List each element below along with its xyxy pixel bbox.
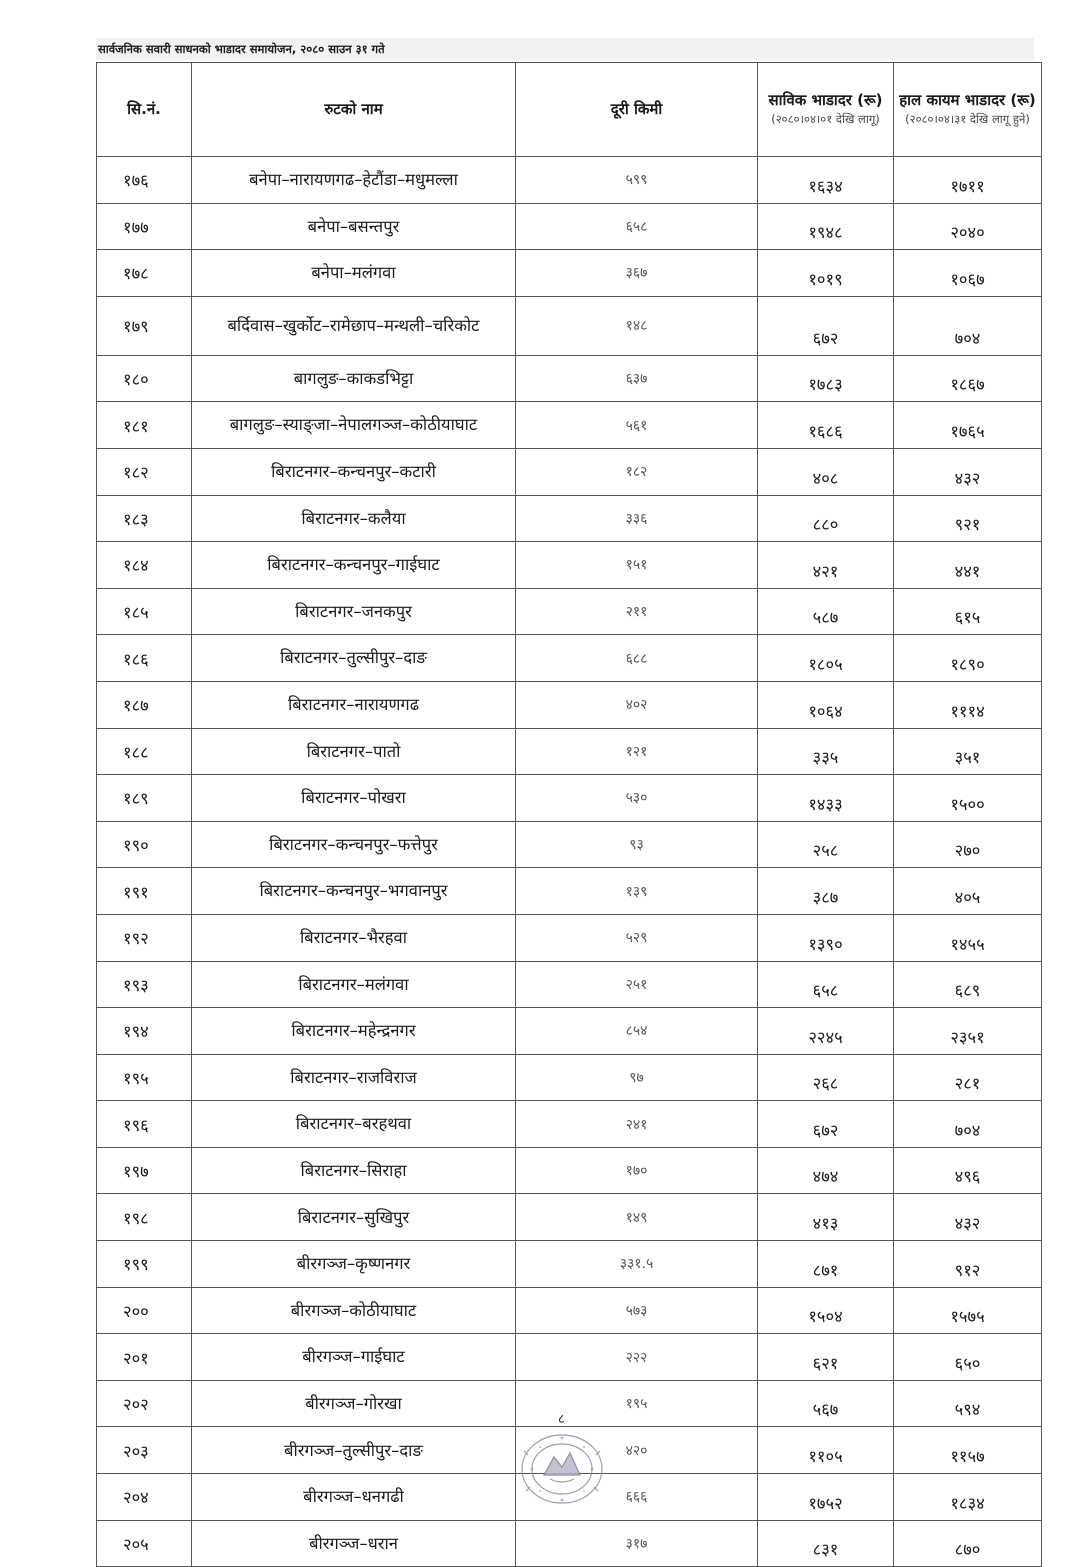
table-body [97,157,1042,1567]
cell-old-rate: ३८७ [758,868,894,915]
cell-old-rate: २६८ [758,1054,894,1101]
cell-old-rate: ६२१ [758,1334,894,1381]
table-row [97,775,1042,822]
cell-old-rate: १८०५ [758,635,894,682]
cell-route-name: बिराटनगर–तुल्सीपुर–दाङ [192,635,516,682]
cell-sn: १७९ [97,296,192,355]
table-row [97,1241,1042,1288]
cell-sn: १९३ [97,961,192,1008]
column-header-old-rate-note: (२०८०।०४।०१ देखि लागू) [771,112,880,127]
cell-new-rate: १७११ [894,157,1042,204]
cell-route-name: बिराटनगर–भैरहवा [192,914,516,961]
cell-route-name: बनेपा–मलंगवा [192,250,516,297]
cell-new-rate: १८३४ [894,1474,1042,1521]
cell-route-name: बिराटनगर–पोखरा [192,775,516,822]
cell-route-name: बीरगञ्ज–गोरखा [192,1380,516,1427]
cell-new-rate: ६८९ [894,961,1042,1008]
cell-distance: १४९ [516,1194,758,1241]
cell-new-rate: १४५५ [894,914,1042,961]
cell-route-name: बागलुङ–स्याङ्जा–नेपालगञ्ज–कोठीयाघाट [192,402,516,449]
cell-sn: १७८ [97,250,192,297]
cell-distance: ५९९ [516,157,758,204]
cell-route-name: बिराटनगर–कन्चनपुर–भगवानपुर [192,868,516,915]
cell-route-name: बिराटनगर–सिराहा [192,1147,516,1194]
cell-old-rate: ८७१ [758,1241,894,1288]
cell-new-rate: १०६७ [894,250,1042,297]
cell-distance: ५२९ [516,914,758,961]
cell-distance: ६३७ [516,355,758,402]
cell-old-rate: १७८३ [758,355,894,402]
fare-table [96,62,1042,1567]
table-row [97,542,1042,589]
cell-sn: १८४ [97,542,192,589]
cell-old-rate: ८३१ [758,1520,894,1567]
cell-sn: १९६ [97,1101,192,1148]
cell-route-name: बिराटनगर–कन्चनपुर–कटारी [192,448,516,495]
cell-old-rate: १६३४ [758,157,894,204]
cell-old-rate: ६५८ [758,961,894,1008]
column-header-new-rate [894,63,1042,157]
cell-new-rate: ९२१ [894,495,1042,542]
cell-route-name: बिराटनगर–कन्चनपुर–गाईघाट [192,542,516,589]
cell-route-name: बिराटनगर–पातो [192,728,516,775]
cell-route-name: बिराटनगर–राजविराज [192,1054,516,1101]
cell-old-rate: ८८० [758,495,894,542]
table-row [97,1147,1042,1194]
cell-new-rate: ७०४ [894,296,1042,355]
cell-distance: ६६६ [516,1474,758,1521]
table-row [97,1101,1042,1148]
cell-distance: १२१ [516,728,758,775]
cell-distance: ९७ [516,1054,758,1101]
cell-old-rate: ४७४ [758,1147,894,1194]
cell-route-name: बीरगञ्ज–कृष्णनगर [192,1241,516,1288]
cell-distance: २२२ [516,1334,758,1381]
cell-sn: २०३ [97,1427,192,1474]
table-row [97,961,1042,1008]
cell-sn: २०२ [97,1380,192,1427]
cell-old-rate: ५८७ [758,588,894,635]
table-row [97,296,1042,355]
cell-route-name: बीरगञ्ज–गाईघाट [192,1334,516,1381]
cell-sn: २०५ [97,1520,192,1567]
cell-distance: ६५८ [516,203,758,250]
cell-route-name: बीरगञ्ज–धरान [192,1520,516,1567]
cell-old-rate: ३३५ [758,728,894,775]
table-row [97,402,1042,449]
table-row [97,681,1042,728]
cell-old-rate: ६७२ [758,1101,894,1148]
table-row [97,635,1042,682]
cell-sn: १७७ [97,203,192,250]
cell-sn: १८५ [97,588,192,635]
cell-distance: १३९ [516,868,758,915]
cell-sn: १९७ [97,1147,192,1194]
cell-distance: २११ [516,588,758,635]
cell-old-rate: १०६४ [758,681,894,728]
table-row [97,914,1042,961]
table-row [97,1287,1042,1334]
column-header-new-rate-note: (२०८०।०४।३१ देखि लागू हुने) [905,112,1030,127]
cell-new-rate: ४४१ [894,542,1042,589]
cell-distance: २५१ [516,961,758,1008]
table-row [97,728,1042,775]
table-row [97,250,1042,297]
column-header-old-rate [758,63,894,157]
cell-sn: १८८ [97,728,192,775]
table-row [97,588,1042,635]
table-row [97,1194,1042,1241]
cell-new-rate: ३५१ [894,728,1042,775]
cell-distance: ४०२ [516,681,758,728]
cell-distance: १५१ [516,542,758,589]
cell-route-name: बीरगञ्ज–तुल्सीपुर–दाङ [192,1427,516,1474]
cell-sn: १९४ [97,1008,192,1055]
cell-new-rate: ६१५ [894,588,1042,635]
cell-route-name: बिराटनगर–महेन्द्रनगर [192,1008,516,1055]
official-seal-icon [510,1425,614,1509]
table-row [97,1380,1042,1427]
cell-new-rate: १८६७ [894,355,1042,402]
cell-route-name: बिराटनगर–कलैया [192,495,516,542]
table-header-row [97,63,1042,157]
cell-new-rate: २८१ [894,1054,1042,1101]
cell-new-rate: ११५७ [894,1427,1042,1474]
cell-new-rate: १११४ [894,681,1042,728]
cell-old-rate: १९४८ [758,203,894,250]
cell-new-rate: ७०४ [894,1101,1042,1148]
cell-sn: २०१ [97,1334,192,1381]
cell-sn: २०४ [97,1474,192,1521]
cell-sn: १८२ [97,448,192,495]
cell-route-name: बर्दिवास–खुर्कोट–रामेछाप–मन्थली–चरिकोट [192,296,516,355]
cell-old-rate: १४३३ [758,775,894,822]
cell-distance: ६८८ [516,635,758,682]
cell-sn: १९९ [97,1241,192,1288]
cell-distance: ३६७ [516,250,758,297]
cell-old-rate: १५०४ [758,1287,894,1334]
cell-distance: ५७३ [516,1287,758,1334]
table-row [97,1054,1042,1101]
cell-new-rate: १५०० [894,775,1042,822]
cell-distance: ८५४ [516,1008,758,1055]
cell-sn: १९१ [97,868,192,915]
cell-route-name: बिराटनगर–नारायणगढ [192,681,516,728]
cell-new-rate: ४३२ [894,1194,1042,1241]
page-title: सार्वजनिक सवारी साधनको भाडादर समायोजन, २०८० साउन ३१ गते [96,38,1034,60]
cell-distance: ५३० [516,775,758,822]
table-row [97,495,1042,542]
cell-new-rate: ४३२ [894,448,1042,495]
cell-distance: १९५ [516,1380,758,1427]
cell-route-name: बिराटनगर–मलंगवा [192,961,516,1008]
table-row [97,1334,1042,1381]
cell-distance: ३३१.५ [516,1241,758,1288]
cell-old-rate: ४०८ [758,448,894,495]
cell-old-rate: २५८ [758,821,894,868]
column-header-distance: दूरी किमी [516,63,758,157]
cell-route-name: बिराटनगर–बरहथवा [192,1101,516,1148]
cell-distance: १८२ [516,448,758,495]
cell-sn: १८० [97,355,192,402]
cell-old-rate: २२४५ [758,1008,894,1055]
cell-sn: १८१ [97,402,192,449]
column-header-old-rate-label: साविक भाडादर (रू) [768,90,883,109]
cell-route-name: बिराटनगर–जनकपुर [192,588,516,635]
cell-route-name: बनेपा–बसन्तपुर [192,203,516,250]
cell-new-rate: ४९६ [894,1147,1042,1194]
table-row [97,1520,1042,1567]
cell-sn: २०० [97,1287,192,1334]
cell-old-rate: ६७२ [758,296,894,355]
cell-new-rate: १५७५ [894,1287,1042,1334]
cell-distance: २४१ [516,1101,758,1148]
cell-route-name: बीरगञ्ज–कोठीयाघाट [192,1287,516,1334]
cell-sn: १९५ [97,1054,192,1101]
cell-sn: १८६ [97,635,192,682]
cell-sn: १९२ [97,914,192,961]
cell-route-name: बीरगञ्ज–धनगढी [192,1474,516,1521]
cell-sn: १९० [97,821,192,868]
cell-distance: ३१७ [516,1520,758,1567]
cell-old-rate: १७५२ [758,1474,894,1521]
table-row [97,821,1042,868]
column-header-route: रुटको नाम [192,63,516,157]
cell-sn: १८७ [97,681,192,728]
cell-new-rate: ४०५ [894,868,1042,915]
cell-route-name: बिराटनगर–सुखिपुर [192,1194,516,1241]
cell-distance: ९३ [516,821,758,868]
table-row [97,355,1042,402]
cell-new-rate: २३५१ [894,1008,1042,1055]
cell-old-rate: ४१३ [758,1194,894,1241]
cell-old-rate: १०१९ [758,250,894,297]
cell-old-rate: ५६७ [758,1380,894,1427]
cell-old-rate: १६८६ [758,402,894,449]
table-row [97,1008,1042,1055]
cell-new-rate: १८९० [894,635,1042,682]
column-header-sn: सि.नं. [97,63,192,157]
cell-old-rate: ४२१ [758,542,894,589]
cell-route-name: बागलुङ–काकडभिट्टा [192,355,516,402]
cell-route-name: बनेपा–नारायणगढ–हेटौंडा–मधुमल्ला [192,157,516,204]
table-row [97,157,1042,204]
cell-distance: ५६१ [516,402,758,449]
table-row [97,868,1042,915]
cell-new-rate: ६५० [894,1334,1042,1381]
table-row [97,448,1042,495]
cell-sn: १९८ [97,1194,192,1241]
column-header-new-rate-label: हाल कायम भाडादर (रू) [899,90,1036,109]
table-row [97,203,1042,250]
cell-old-rate: ११०५ [758,1427,894,1474]
cell-new-rate: २०४० [894,203,1042,250]
cell-distance: १७० [516,1147,758,1194]
cell-new-rate: ९१२ [894,1241,1042,1288]
cell-new-rate: ८७० [894,1520,1042,1567]
cell-new-rate: २७० [894,821,1042,868]
cell-distance: ४२० [516,1427,758,1474]
cell-sn: १८३ [97,495,192,542]
cell-new-rate: १७६५ [894,402,1042,449]
cell-route-name: बिराटनगर–कन्चनपुर–फत्तेपुर [192,821,516,868]
cell-old-rate: १३९० [758,914,894,961]
cell-sn: १८९ [97,775,192,822]
page-number: ८ [558,1412,565,1427]
cell-sn: १७६ [97,157,192,204]
cell-distance: ३३६ [516,495,758,542]
cell-new-rate: ५९४ [894,1380,1042,1427]
cell-distance: १४८ [516,296,758,355]
